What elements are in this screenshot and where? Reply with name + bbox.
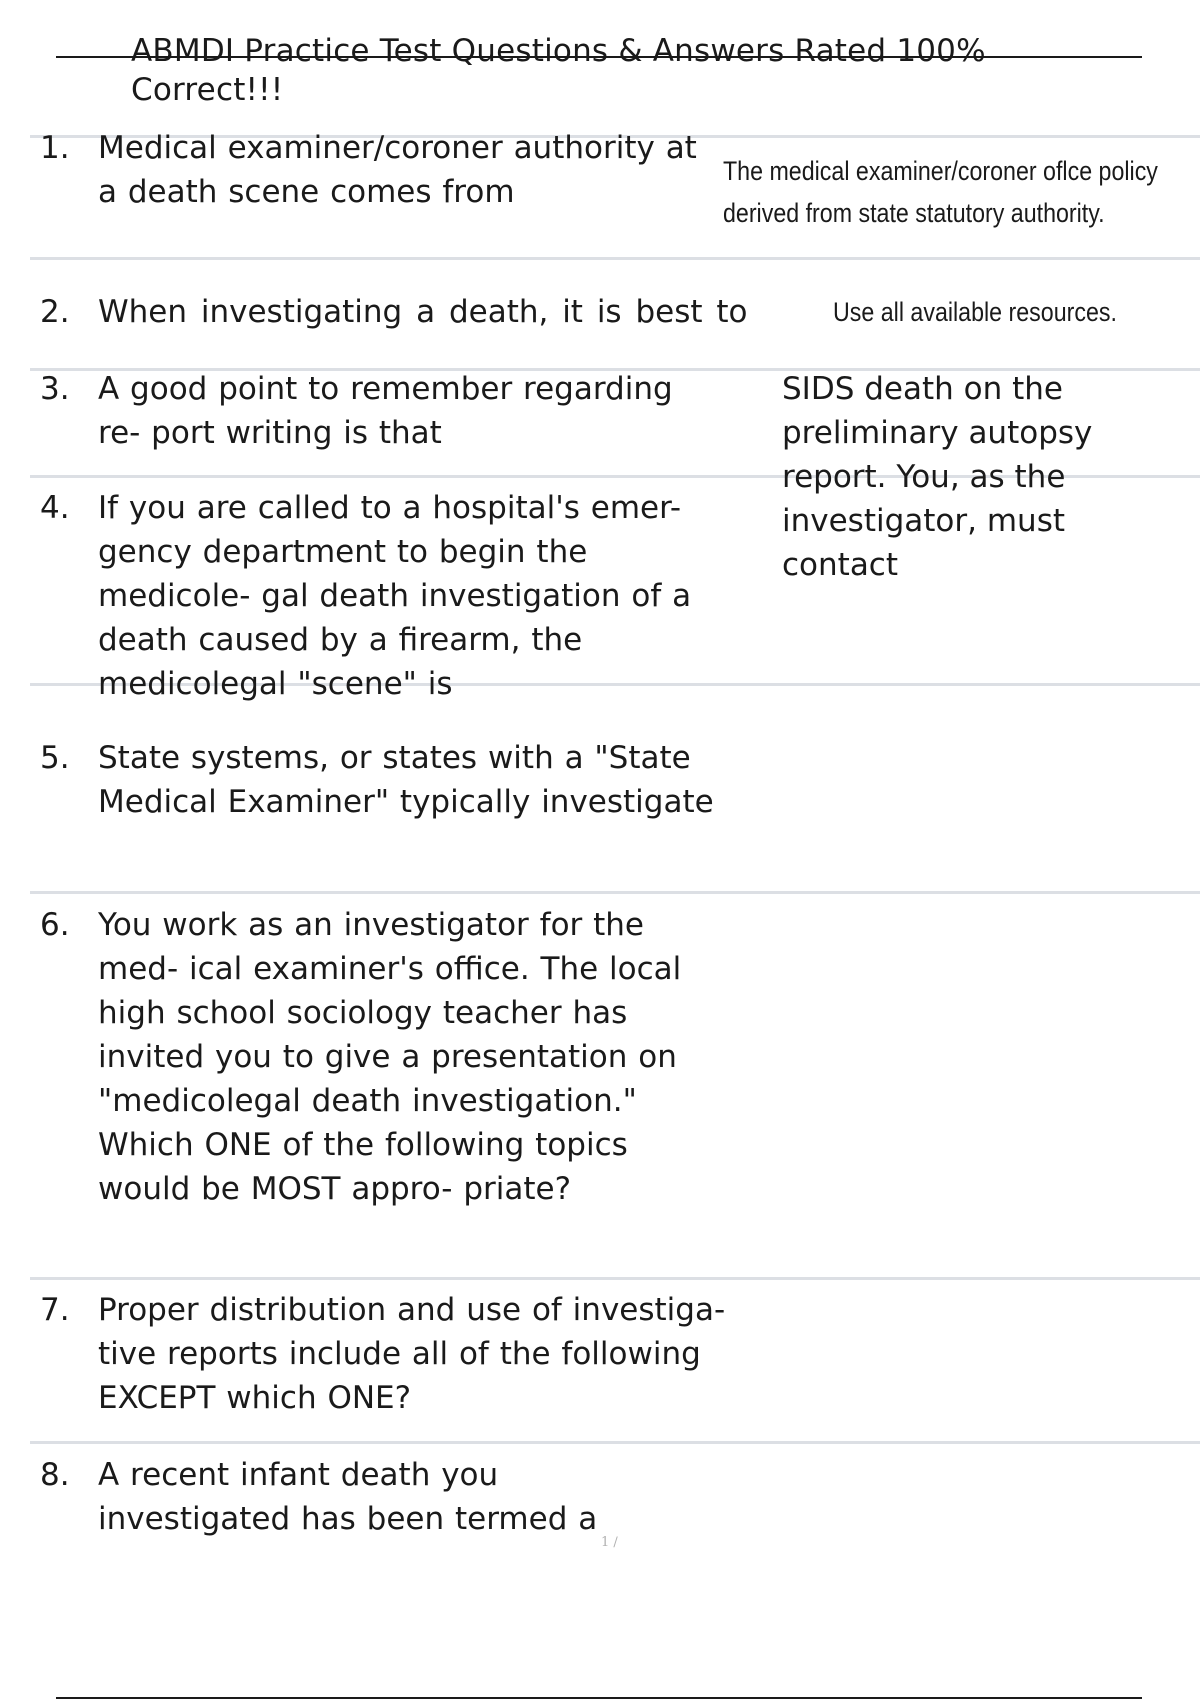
title-line-2: Correct!!! — [131, 72, 284, 108]
question-text: A good point to remember regarding re- port writing is that — [98, 371, 673, 451]
page-number: 1 / — [601, 1535, 618, 1550]
row-separator — [30, 1277, 1200, 1280]
answer-2: Use all available resources. — [833, 297, 1117, 327]
question-number: 7. — [40, 1292, 70, 1328]
question-1 — [40, 126, 700, 256]
answer-1: The medical examiner/coroner oflce policy derived from state statutory authority. — [723, 156, 1158, 228]
row-separator — [30, 257, 1200, 260]
question-number: 1. — [40, 130, 70, 166]
question-number: 8. — [40, 1457, 70, 1493]
question-text: A recent infant death you investigated has been termed a — [98, 1457, 598, 1537]
question-text: When investigating a death, it is best to — [98, 294, 748, 330]
row-separator — [30, 891, 1200, 894]
question-text: Proper distribution and use of investiga- tive reports include all of the following EXCEPT which ONE? — [98, 1292, 726, 1416]
title-line-1: ABMDI Practice Test Questions & Answers Rated 100% — [131, 33, 986, 69]
question-number: 4. — [40, 490, 70, 526]
question-text: You work as an investigator for the med- ical examiner's office. The local high school sociology teacher has invited you to give a presentation on "medicolegal death investigation." Which ONE of the following topics would be MOST appro- priate? — [98, 907, 682, 1207]
question-text: If you are called to a hospital's emer- gency department to begin the medicole- gal death investigation of a death caused by a firearm, the medicolegal "scene" is — [98, 490, 692, 702]
question-number: 3. — [40, 371, 70, 407]
question-text: Medical examiner/coroner authority at a death scene comes from — [98, 130, 697, 210]
question-number: 2. — [40, 294, 70, 330]
footer-rule — [56, 1697, 1142, 1699]
question-text: State systems, or states with a "State Medical Examiner" typically investigate — [98, 740, 714, 820]
row-separator — [30, 1441, 1200, 1444]
question-number: 6. — [40, 907, 70, 943]
answer-8: SIDS death on the preliminary autopsy report. You, as the investigator, must contact — [782, 371, 1093, 583]
question-number: 5. — [40, 740, 70, 776]
document-title — [131, 32, 1071, 110]
